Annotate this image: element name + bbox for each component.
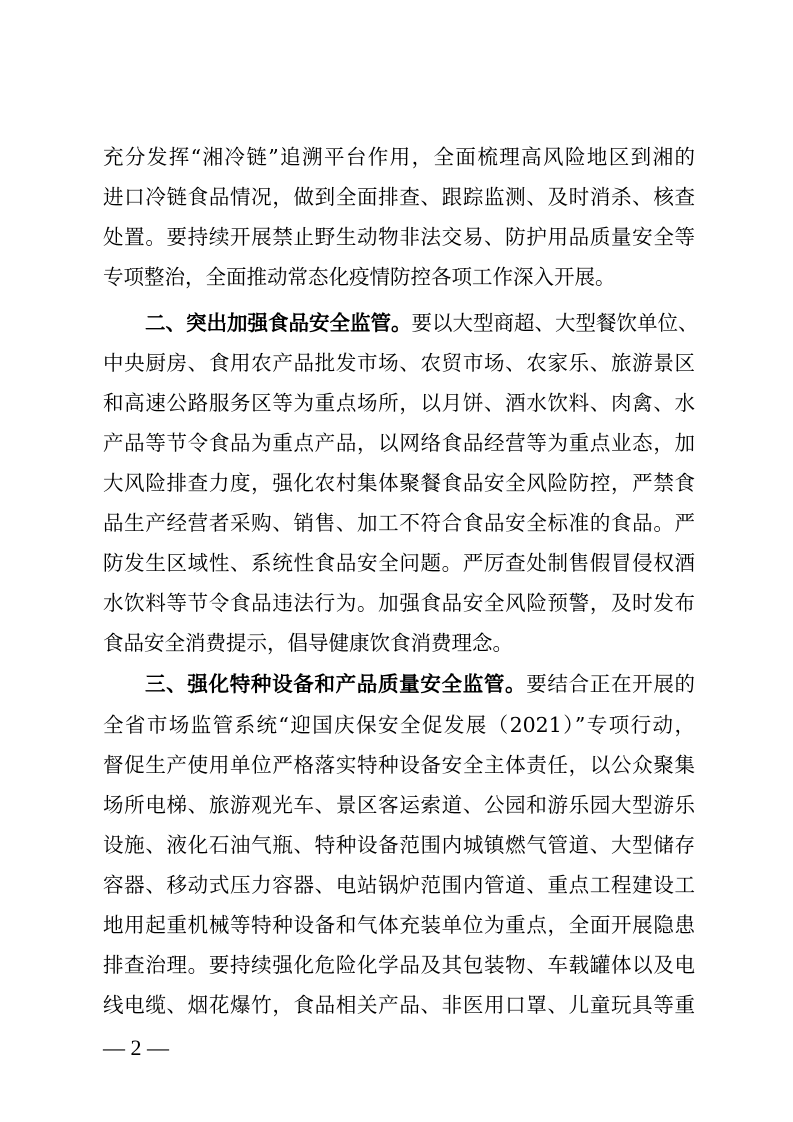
paragraph-line: 品生产经营者采购、销售、加工不符合食品安全标准的食品。严 — [103, 511, 695, 535]
paragraph-line: 水饮料等节令食品违法行为。加强食品安全风险预警，及时发布 — [103, 591, 695, 615]
section-2-heading: 二、突出加强食品安全监管。 — [145, 311, 412, 335]
paragraph-line: 督促生产使用单位严格落实特种设备安全主体责任，以公众聚集 — [103, 753, 695, 777]
paragraph-line: 设施、液化石油气瓶、特种设备范围内城镇燃气管道、大型储存 — [103, 833, 695, 857]
paragraph-line: 大风险排查力度，强化农村集体聚餐食品安全风险防控，严禁食 — [103, 471, 695, 495]
paragraph-line: 全省市场监管系统“迎国庆保安全促发展（2021）”专项行动， — [103, 713, 695, 737]
paragraph-line: 地用起重机械等特种设备和气体充装单位为重点，全面开展隐患 — [103, 913, 695, 937]
paragraph-line: 线电缆、烟花爆竹，食品相关产品、非医用口罩、儿童玩具等重 — [103, 993, 695, 1017]
page-number: — 2 — — [103, 1035, 169, 1060]
paragraph-line: 和高速公路服务区等为重点场所，以月饼、酒水饮料、肉禽、水 — [103, 391, 695, 415]
paragraph-line: 中央厨房、食用农产品批发市场、农贸市场、农家乐、旅游景区 — [103, 351, 695, 375]
section-3-first-line-text: 要结合正在开展的 — [526, 672, 696, 696]
section-2-first-line-text: 要以大型商超、大型餐饮单位、 — [411, 311, 699, 335]
section-3-first-line — [145, 664, 695, 704]
paragraph-line: 充分发挥“湘冷链”追溯平台作用，全面梳理高风险地区到湘的 — [103, 145, 695, 169]
paragraph-line: 处置。要持续开展禁止野生动物非法交易、防护用品质量安全等 — [103, 225, 695, 249]
paragraph-line: 场所电梯、旅游观光车、景区客运索道、公园和游乐园大型游乐 — [103, 793, 695, 817]
section-2-first-line — [145, 303, 699, 343]
paragraph-line: 排查治理。要持续强化危险化学品及其包装物、车载罐体以及电 — [103, 953, 695, 977]
paragraph-line: 进口冷链食品情况，做到全面排查、跟踪监测、及时消杀、核查 — [103, 185, 695, 209]
paragraph-line: 容器、移动式压力容器、电站锅炉范围内管道、重点工程建设工 — [103, 873, 695, 897]
paragraph-line: 专项整治，全面推动常态化疫情防控各项工作深入开展。 — [103, 265, 616, 289]
paragraph-line: 食品安全消费提示，倡导健康饮食消费理念。 — [103, 631, 513, 655]
paragraph-line: 防发生区域性、系统性食品安全问题。严厉查处制售假冒侵权酒 — [103, 551, 695, 575]
section-3-heading: 三、强化特种设备和产品质量安全监管。 — [145, 672, 527, 696]
paragraph-line: 产品等节令食品为重点产品，以网络食品经营等为重点业态，加 — [103, 431, 695, 455]
